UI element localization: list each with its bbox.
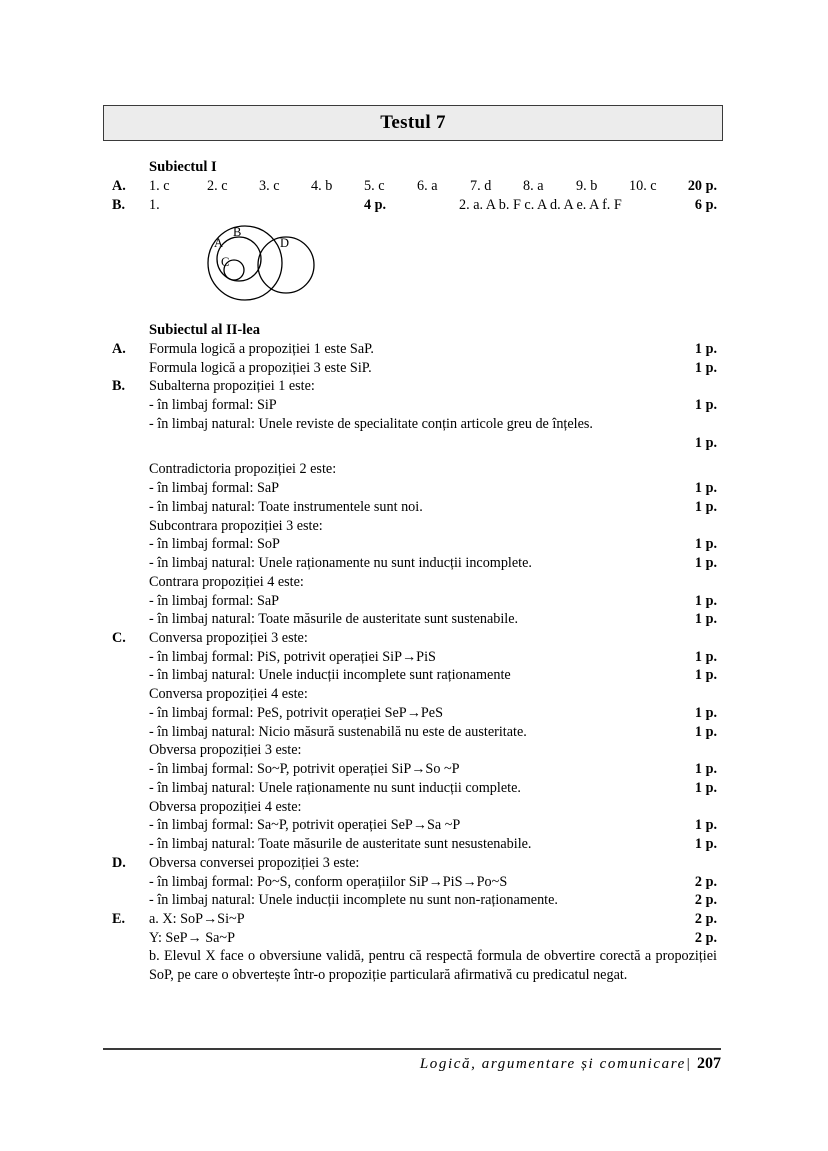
- group-d-text-1: - în limbaj formal: Po~S, conform operațiilor SiP→PiS→Po~S: [149, 873, 508, 890]
- subiect2-group-b-line: [112, 434, 717, 453]
- venn-diagram: [187, 213, 357, 303]
- subiect2-group-c-line: [112, 816, 717, 835]
- subiect2-group-b-line: [112, 573, 717, 592]
- group-b-text-9: - în limbaj natural: Unele raționamente nu sunt inducții incomplete.: [149, 555, 532, 572]
- subiect2-group-c-line: [112, 779, 717, 798]
- group-c-text-11: - în limbaj natural: Toate măsurile de austeritate sunt nesustenabile.: [149, 836, 532, 853]
- group-label-b: B.: [112, 378, 126, 395]
- group-b-text-7: Subcontrara propoziției 3 este:: [149, 517, 323, 534]
- group-c-points-5: 1 p.: [694, 723, 717, 740]
- points-a: 20 p.: [687, 178, 717, 195]
- group-c-points-8: 1 p.: [694, 779, 717, 796]
- page-title: Testul 7: [380, 112, 446, 133]
- subiect2-group-c-line: [112, 704, 717, 723]
- subiect2-group-c-line: [112, 685, 717, 704]
- subiect2-group-b-line: [112, 377, 717, 396]
- group-c-text-4: - în limbaj formal: PeS, potrivit operației SeP→PeS: [149, 704, 443, 721]
- answer-item: 2. c: [207, 178, 228, 195]
- group-c-points-1: 1 p.: [694, 648, 717, 665]
- subiect2-group-c-line: [112, 648, 717, 667]
- subiect2-group-c-line: [112, 760, 717, 779]
- group-d-text-0: Obversa conversei propoziției 3 este:: [149, 854, 360, 871]
- group-c-points-7: 1 p.: [694, 761, 717, 778]
- group-d-points-2: 2 p.: [694, 892, 717, 909]
- group-a-text-2: Formula logică a propoziției 3 este SiP.: [149, 359, 372, 376]
- subiect2-group-b-line: [112, 517, 717, 536]
- group-e-points-0: 2 p.: [694, 911, 717, 927]
- page-number: 207: [697, 1055, 721, 1072]
- subiect2-group-a-line: [112, 359, 717, 378]
- footer-title: Logică, argumentare și comunicare|: [419, 1056, 692, 1072]
- svg-text:C: C: [221, 254, 230, 269]
- group-c-points-4: 1 p.: [694, 704, 717, 721]
- subiect2-group-b-line: [112, 592, 717, 611]
- group-e-text-0: a. X: SoP→Si~P: [149, 911, 245, 927]
- group-b-points-9: 1 p.: [694, 555, 717, 572]
- group-label-c: C.: [112, 629, 126, 646]
- venn-diagram-wrapper: [149, 215, 717, 303]
- group-d-points-1: 2 p.: [694, 873, 717, 890]
- group-c-text-1: - în limbaj formal: PiS, potrivit operației SiP→PiS: [149, 648, 436, 665]
- answer-list-a: [149, 177, 680, 196]
- test-title-banner: [103, 105, 723, 141]
- group-c-text-0: Conversa propoziției 3 este:: [149, 629, 308, 646]
- answer-item-2: 2. a. A b. F c. A d. A e. A f. F: [459, 196, 622, 213]
- group-b-text-4: Contradictoria propoziției 2 este:: [149, 461, 337, 478]
- group-b-text-1: - în limbaj formal: SiP: [149, 397, 277, 414]
- group-c-text-2: - în limbaj natural: Unele inducții incomplete sunt raționamente: [149, 667, 511, 684]
- group-c-text-3: Conversa propoziției 4 este:: [149, 686, 308, 703]
- group-c-text-10: - în limbaj formal: Sa~P, potrivit operației SeP→Sa ~P: [149, 817, 461, 834]
- group-b-points-12: 1 p.: [694, 611, 717, 628]
- group-b-text-5: - în limbaj formal: SaP: [149, 480, 280, 497]
- answer-item: 9. b: [576, 178, 598, 195]
- footer: [103, 1055, 721, 1073]
- group-c-text-9: Obversa propoziției 4 este:: [149, 798, 302, 815]
- subiect2-group-c-line: [112, 798, 717, 817]
- group-b-points-8: 1 p.: [694, 536, 717, 553]
- subiect2-group-c-line: [112, 741, 717, 760]
- subiect2-group-d-line: [112, 891, 717, 910]
- group-b-text-8: - în limbaj formal: SoP: [149, 536, 280, 553]
- svg-text:D: D: [280, 235, 290, 250]
- group-label-e: E.: [112, 911, 126, 927]
- group-c-points-2: 1 p.: [694, 667, 717, 684]
- group-b-points-3: 1 p.: [694, 434, 717, 451]
- subiect2-group-b-line: [112, 498, 717, 517]
- group-c-points-11: 1 p.: [694, 836, 717, 853]
- subiect2-group-c-line: [112, 666, 717, 685]
- subiect2-group-e-line: [112, 929, 717, 948]
- group-a-text-1: Formula logică a propoziției 1 este SaP.: [149, 340, 374, 357]
- subiect2-group-c-line: [112, 835, 717, 854]
- subiect2-group-a-line: [112, 340, 717, 359]
- spacer: [112, 452, 717, 460]
- subiect2-group-b-line: [112, 460, 717, 479]
- subiect2-group-d-line: [112, 873, 717, 892]
- points-b: 6 p.: [694, 196, 717, 213]
- subiect2-group-b-line: [112, 479, 717, 498]
- points-b-partial: 4 p.: [364, 196, 387, 213]
- answer-item: 4. b: [311, 178, 333, 195]
- answer-item: 5. c: [364, 178, 385, 195]
- group-e-points-1: 2 p.: [694, 929, 717, 946]
- group-b-text-11: - în limbaj formal: SaP: [149, 592, 280, 609]
- subiect2-group-d-line: [112, 854, 717, 873]
- subiect2-group-b-line: [112, 610, 717, 629]
- answer-item: 8. a: [523, 178, 544, 195]
- row-label-a: A.: [112, 178, 126, 195]
- subiect2-group-e-line: [112, 910, 717, 929]
- answer-item: 10. c: [629, 178, 657, 195]
- group-b-points-1: 1 p.: [694, 397, 717, 414]
- svg-text:A: A: [214, 235, 224, 250]
- group-c-text-6: Obversa propoziției 3 este:: [149, 742, 302, 759]
- answer-item: 6. a: [417, 178, 438, 195]
- group-e-text-1: Y: SeP→ Sa~P: [149, 929, 235, 946]
- document-content: [112, 158, 717, 985]
- answer-item-1: 1.: [149, 196, 160, 213]
- subiect1-row-a: [112, 177, 717, 196]
- group-c-text-8: - în limbaj natural: Unele raționamente nu sunt inducții complete.: [149, 779, 521, 796]
- group-b-text-12: - în limbaj natural: Toate măsurile de austeritate sunt sustenabile.: [149, 611, 519, 628]
- group-b-text-10: Contrara propoziției 4 este:: [149, 573, 304, 590]
- subiect2-group-b-line: [112, 554, 717, 573]
- group-a-points-1: 1 p.: [694, 340, 717, 357]
- closing-paragraph: b. Elevul X face o obversiune validă, pentru că respectă formula de obvertire corectă a propoziției SoP, pe care o obvertește într-o propoziție particulară afirmativă cu predicatul negat.: [149, 948, 717, 984]
- group-a-points-2: 1 p.: [694, 359, 717, 376]
- group-c-text-5: - în limbaj natural: Nicio măsură sustenabilă nu este de austeritate.: [149, 723, 527, 740]
- section-heading-subiectul-2: Subiectul al II-lea: [149, 321, 261, 338]
- group-label-a: A.: [112, 340, 126, 357]
- answer-item: 1. c: [149, 178, 170, 195]
- group-b-points-6: 1 p.: [694, 498, 717, 515]
- subiect2-group-b-line: [112, 535, 717, 554]
- group-b-text-2: - în limbaj natural: Unele reviste de specialitate conțin articole greu de înțeles.: [149, 415, 593, 432]
- subiect2-group-b-line: [112, 415, 717, 434]
- subiect2-group-b-line: [112, 396, 717, 415]
- group-b-text-0: Subalterna propoziției 1 este:: [149, 378, 315, 395]
- answer-item: 7. d: [470, 178, 492, 195]
- group-c-text-7: - în limbaj formal: So~P, potrivit operației SiP→So ~P: [149, 761, 460, 778]
- row-label-b: B.: [112, 196, 126, 213]
- group-d-text-2: - în limbaj natural: Unele inducții incomplete nu sunt non-raționamente.: [149, 892, 558, 909]
- subiect2-group-c-line: [112, 723, 717, 742]
- footer-divider: [103, 1048, 721, 1050]
- group-b-points-11: 1 p.: [694, 592, 717, 609]
- group-b-text-6: - în limbaj natural: Toate instrumentele sunt noi.: [149, 498, 423, 515]
- answer-item: 3. c: [259, 178, 280, 195]
- group-b-points-5: 1 p.: [694, 480, 717, 497]
- group-c-points-10: 1 p.: [694, 817, 717, 834]
- section-heading-subiectul-1: Subiectul I: [149, 159, 217, 175]
- svg-text:B: B: [233, 224, 242, 239]
- subiect2-group-c-line: [112, 629, 717, 648]
- group-label-d: D.: [112, 854, 126, 871]
